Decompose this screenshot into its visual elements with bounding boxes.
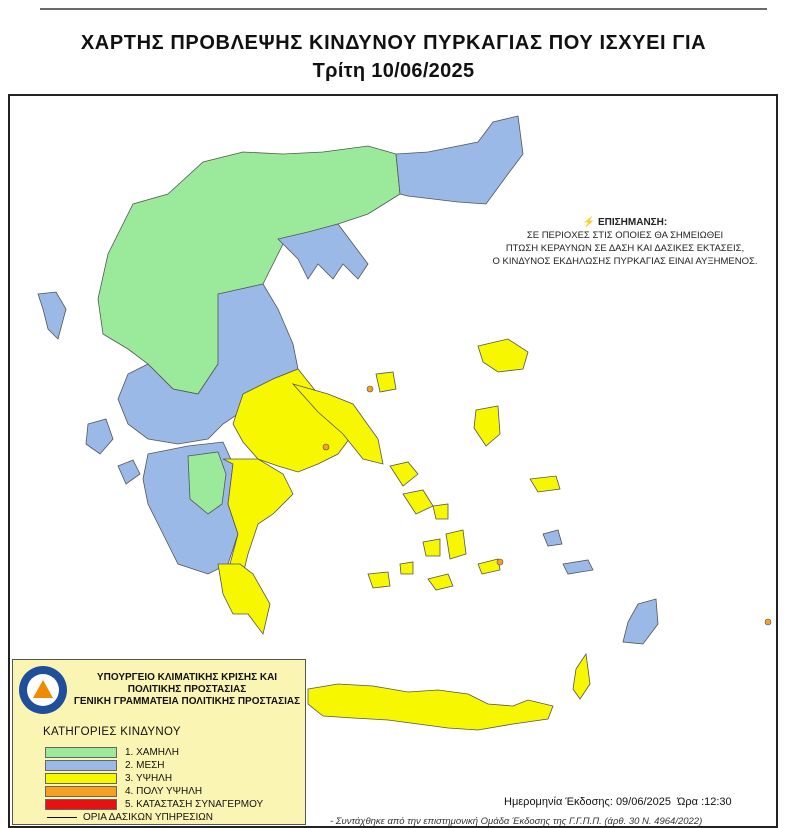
civil-protection-logo-icon (19, 666, 67, 714)
boundary-line-icon (47, 817, 77, 818)
top-border (0, 0, 787, 10)
legend-swatch (45, 786, 117, 797)
island-corfu (38, 292, 66, 339)
island-amorgos (478, 559, 500, 574)
boundary-label: ΟΡΙΑ ΔΑΣΙΚΩΝ ΥΠΗΡΕΣΙΩΝ (83, 812, 213, 823)
island-santorini (428, 574, 453, 590)
legend-swatch (45, 760, 117, 771)
island-serifos (400, 562, 413, 574)
map-date: Τρίτη 10/06/2025 (312, 60, 475, 82)
ministry-line-1: ΥΠΟΥΡΓΕΙΟ ΚΛΙΜΑΤΙΚΗΣ ΚΡΙΣΗΣ ΚΑΙ (96, 672, 278, 683)
issue-time: 12:30 (704, 796, 732, 808)
island-lemnos (376, 372, 396, 392)
notice-line-3: Ο ΚΙΝΔΥΝΟΣ ΕΚΔΗΛΩΣΗΣ ΠΥΡΚΑΓΙΑΣ ΕΙΝΑΙ ΑΥΞΗΜΕΝΟΣ. (492, 256, 758, 267)
ministry-line-2: ΠΟΛΙΤΙΚΗΣ ΠΡΟΣΤΑΣΙΑΣ (127, 684, 247, 695)
legend-item-alarm (45, 798, 285, 811)
lightning-icon: ⚡ (582, 217, 596, 228)
area-very-high-1 (367, 386, 373, 392)
notice-line-2: ΠΤΩΣΗ ΚΕΡΑΥΝΩΝ ΣΕ ΔΑΣΗ ΚΑΙ ΔΑΣΙΚΕΣ ΕΚΤΑΣΕΙΣ, (505, 243, 745, 254)
legend-swatch (45, 747, 117, 758)
legend-item-very-high (45, 785, 285, 798)
issue-info (504, 796, 732, 808)
legend-item-medium (45, 759, 285, 772)
island-karpathos (573, 654, 590, 699)
footer-note: - Συντάχθηκε από την επιστημονική Ομάδα Έκδοσης της Γ.Γ.Π.Π. (άρθ. 30 Ν. 4964/2022) (330, 816, 703, 827)
island-milos (368, 572, 390, 588)
legend-panel (12, 659, 306, 825)
ministry-name (71, 672, 303, 708)
legend-label: 4. ΠΟΛΥ ΥΨΗΛΗ (125, 786, 203, 797)
region-high-laconia (218, 564, 270, 634)
island-rhodes (623, 599, 658, 644)
island-chios (474, 406, 500, 446)
region-medium-thrace (396, 116, 523, 204)
issue-time-label: Ώρα : (677, 796, 705, 808)
notice-heading: ΕΠΙΣΗΜΑΝΣΗ: (598, 217, 668, 228)
issue-date-label: Ημερομηνία Έκδοσης: (504, 796, 613, 808)
area-very-high-2 (323, 444, 329, 450)
region-high-crete (308, 684, 553, 730)
island-tinos (433, 504, 448, 519)
legend-item-high (45, 772, 285, 785)
notice-box (470, 216, 780, 268)
island-lesvos (478, 339, 528, 372)
area-very-high-4 (765, 619, 771, 625)
legend-label: 1. ΧΑΜΗΛΗ (125, 747, 179, 758)
island-skyros (390, 462, 418, 486)
legend-label: 2. ΜΕΣΗ (125, 760, 165, 771)
island-kefalonia (86, 419, 113, 454)
categories-title: ΚΑΤΗΓΟΡΙΕΣ ΚΙΝΔΥΝΟΥ (43, 726, 181, 738)
island-andros (403, 490, 433, 514)
island-paros (423, 539, 440, 556)
island-kos (563, 560, 593, 574)
map-title: ΧΑΡΤΗΣ ΠΡΟΒΛΕΨΗΣ ΚΙΝΔΥΝΟΥ ΠΥΡΚΑΓΙΑΣ ΠΟΥ ΙΣΧΥΕΙ ΓΙΑ (80, 32, 707, 54)
legend-boundary (47, 812, 213, 823)
island-naxos (446, 530, 466, 559)
legend-label: 3. ΥΨΗΛΗ (125, 773, 173, 784)
issue-date: 09/06/2025 (615, 796, 671, 808)
area-very-high-3 (497, 559, 503, 565)
island-zakynthos (118, 460, 140, 484)
region-high-peloponnese-east (223, 459, 293, 574)
legend-label: 5. ΚΑΤΑΣΤΑΣΗ ΣΥΝΑΓΕΡΜΟΥ (125, 799, 264, 810)
legend-item-low (45, 746, 285, 759)
ministry-line-3: ΓΕΝΙΚΗ ΓΡΑΜΜΑΤΕΙΑ ΠΟΛΙΤΙΚΗΣ ΠΡΟΣΤΑΣΙΑΣ (73, 696, 301, 707)
island-leros (543, 530, 562, 546)
notice-line-1: ΣΕ ΠΕΡΙΟΧΕΣ ΣΤΙΣ ΟΠΟΙΕΣ ΘΑ ΣΗΜΕΙΩΘΕΙ (526, 230, 724, 241)
legend-swatch (45, 799, 117, 810)
legend-swatch (45, 773, 117, 784)
island-samos (530, 476, 560, 492)
